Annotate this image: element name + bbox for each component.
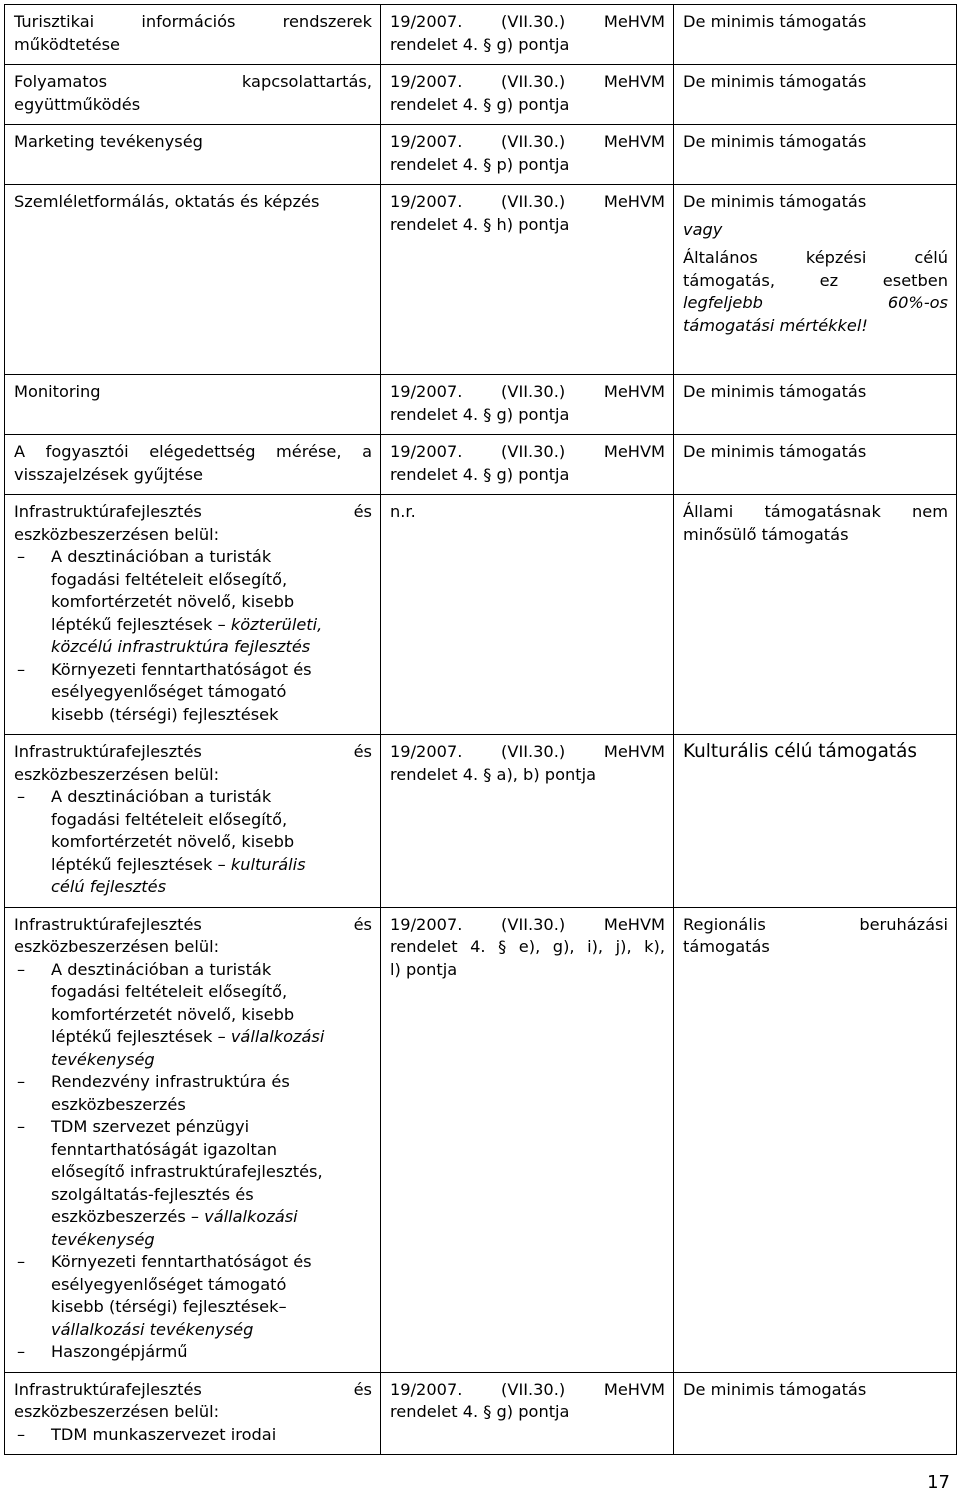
legal-basis-cell: 19/2007. (VII.30.) MeHVM rendelet 4. § g) pontja [381,5,674,65]
table-row [5,5,957,65]
legal-basis-cell: 19/2007. (VII.30.) MeHVM rendelet 4. § g) pontja [381,1372,674,1455]
aid-table [4,4,957,1455]
legal-basis-cell: 19/2007. (VII.30.) MeHVM rendelet 4. § g) pontja [381,65,674,125]
bullet-list [14,546,372,726]
list-item: – Haszongépjármű [14,1341,372,1364]
list-item: – TDM szervezet pénzügyi fenntarthatóságát igazoltan elősegítő infrastruktúrafejlesztés, szolgáltatás-fejlesztés és eszközbeszerzés – vállalkozási tevékenység [14,1116,372,1251]
activity-cell: Infrastruktúrafejlesztés és eszközbeszerzésen belül: – A desztinációban a turisták fogadási feltételeit elősegítő, komfortérzetét növelő, kisebb léptékű fejlesztések – kulturális célú fejlesztés [5,735,381,908]
list-item: – A desztinációban a turisták fogadási feltételeit elősegítő, komfortérzetét növelő, kisebb léptékű fejlesztések – közterületi, közcélú infrastruktúra fejlesztés [14,546,372,659]
legal-basis-cell: 19/2007. (VII.30.) MeHVM rendelet 4. § g) pontja [381,435,674,495]
table-row [5,65,957,125]
activity-cell: Marketing tevékenység [5,125,381,185]
list-item: – Rendezvény infrastruktúra és eszközbeszerzés [14,1071,372,1116]
table-row [5,907,957,1372]
activity-cell: Infrastruktúrafejlesztés és eszközbeszerzésen belül: – A desztinációban a turisták fogadási feltételeit elősegítő, komfortérzetét növelő, kisebb léptékű fejlesztések – vállalkozási tevékenység – Rendezvény infrastruktúra és eszközbeszerzés – TDM szervezet pénzügyi fenntarthatóságát igazoltan elősegítő infrastruktúrafejlesztés, szolgáltatás-fejlesztés és eszközbeszerzés – vállalkozási tevékenység – Környezeti fenntarthatóságot és esélyegyenlőséget támogató kisebb (térségi) fejlesztések– vállalkozási tevékenység – Haszongépjármű [5,907,381,1372]
bullet-list [14,786,372,899]
list-item: – TDM munkaszervezet irodai [14,1424,372,1447]
activity-cell: Turisztikai információs rendszerek működtetése [5,5,381,65]
table-row [5,375,957,435]
activity-cell: Folyamatos kapcsolattartás, együttműködés [5,65,381,125]
activity-cell: A fogyasztói elégedettség mérése, a visszajelzések gyűjtése [5,435,381,495]
list-item: – A desztinációban a turisták fogadási feltételeit elősegítő, komfortérzetét növelő, kisebb léptékű fejlesztések – kulturális célú fejlesztés [14,786,372,899]
legal-basis-cell: 19/2007. (VII.30.) MeHVM rendelet 4. § g) pontja [381,375,674,435]
activity-cell: Szemléletformálás, oktatás és képzés [5,185,381,375]
aid-type-cell: De minimis támogatás vagy Általános képzési célú támogatás, ez esetben legfeljebb 60%-os támogatási mértékkel! [674,185,957,375]
aid-type-cell: Regionális beruházási támogatás [674,907,957,1372]
activity-cell: Infrastruktúrafejlesztés és eszközbeszerzésen belül: – TDM munkaszervezet irodai [5,1372,381,1455]
list-item: – Környezeti fenntarthatóságot és esélyegyenlőséget támogató kisebb (térségi) fejlesztések [14,659,372,727]
aid-type-cell: Kulturális célú támogatás [674,735,957,908]
aid-type-cell: Állami támogatásnak nem minősülő támogatás [674,495,957,735]
aid-type-cell: De minimis támogatás [674,5,957,65]
table-row [5,125,957,185]
table-row [5,185,957,375]
table-row [5,1372,957,1455]
legal-basis-cell: 19/2007. (VII.30.) MeHVM rendelet 4. § h) pontja [381,185,674,375]
activity-cell: Infrastruktúrafejlesztés és eszközbeszerzésen belül: – A desztinációban a turisták fogadási feltételeit elősegítő, komfortérzetét növelő, kisebb léptékű fejlesztések – közterületi, közcélú infrastruktúra fejlesztés – Környezeti fenntarthatóságot és esélyegyenlőséget támogató kisebb (térségi) fejlesztések [5,495,381,735]
bullet-list [14,1424,372,1447]
list-item: – A desztinációban a turisták fogadási feltételeit elősegítő, komfortérzetét növelő, kisebb léptékű fejlesztések – vállalkozási tevékenység [14,959,372,1072]
table-row [5,495,957,735]
legal-basis-cell: 19/2007. (VII.30.) MeHVM rendelet 4. § p) pontja [381,125,674,185]
list-item: – Környezeti fenntarthatóságot és esélyegyenlőséget támogató kisebb (térségi) fejlesztések– vállalkozási tevékenység [14,1251,372,1341]
alternative-connector: vagy [683,219,723,239]
aid-type-cell: De minimis támogatás [674,1372,957,1455]
legal-basis-cell: n.r. [381,495,674,735]
aid-type-cell: De minimis támogatás [674,375,957,435]
table-row [5,735,957,908]
table-row [5,435,957,495]
page-number: 17 [927,1472,950,1493]
aid-type-cell: De minimis támogatás [674,65,957,125]
aid-type-cell: De minimis támogatás [674,125,957,185]
aid-type-cell: De minimis támogatás [674,435,957,495]
legal-basis-cell: 19/2007. (VII.30.) MeHVM rendelet 4. § a), b) pontja [381,735,674,908]
bullet-list [14,959,372,1364]
activity-cell: Monitoring [5,375,381,435]
legal-basis-cell: 19/2007. (VII.30.) MeHVM rendelet 4. § e), g), i), j), k), l) pontja [381,907,674,1372]
